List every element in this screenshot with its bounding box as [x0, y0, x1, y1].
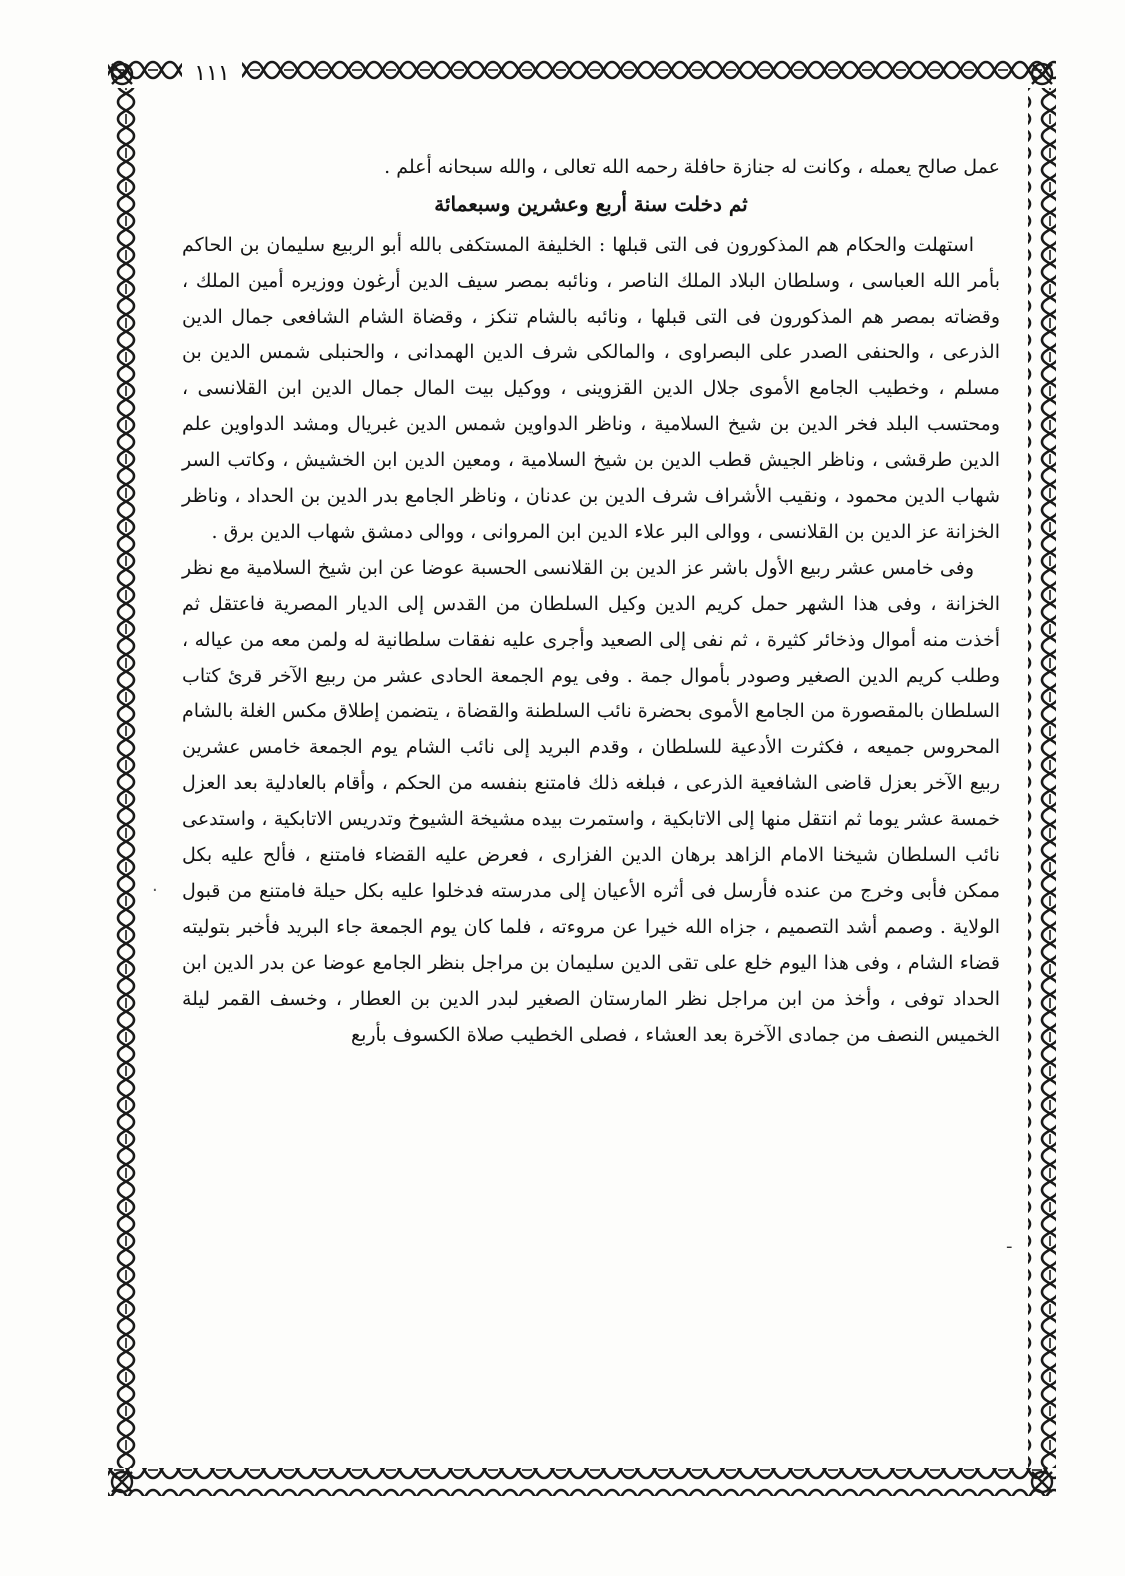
top-border-band [108, 60, 1056, 88]
bottom-border-band [108, 1468, 1056, 1496]
paragraph-officials: استهلت والحكام هم المذكورون فى التى قبلها : الخليفة المستكفى بالله أبو الربيع سليمان بن الحاكم بأمر الله العباسى ، وسلطان البلاد الملك الناصر ، ونائبه بمصر سيف الدين أرغون ووزيره أمين الملك ، وقضاته بمصر هم المذكورون فى التى قبلها ، ونائبه بالشام تنكز ، وقضاة الشام الشافعى جمال الدين الذرعى ، والحنفى الصدر على البصراوى ، والمالكى شرف الدين الهمدانى ، والحنبلى شمس الدين بن مسلم ، وخطيب الجامع الأموى جلال الدين القزوينى ، ووكيل بيت المال جمال الدين ابن القلانسى ، ومحتسب البلد فخر الدين بن شيخ السلامية ، وناظر الدواوين شمس الدين غبريال ومشد الدواوين علم الدين طرقشى ، وناظر الجيش قطب الدين بن شيخ السلامية ، ومعين الدين ابن الخشيش ، وكاتب السر شهاب الدين محمود ، ونقيب الأشراف شرف الدين بن عدنان ، وناظر الجامع بدر الدين بن الحداد ، وناظر الخزانة عز الدين بن القلانسى ، ووالى البر علاء الدين ابن المروانى ، ووالى دمشق شهاب الدين برق . [182, 233, 1000, 543]
main-text-block [182, 150, 1000, 1450]
left-border-band [108, 88, 136, 1468]
paragraph-events: وفى خامس عشر ربيع الأول باشر عز الدين بن القلانسى الحسبة عوضا عن ابن شيخ السلامية مع نظر الخزانة ، وفى هذا الشهر حمل كريم الدين وكيل السلطان من القدس إلى الديار المصرية فاعتقل ثم أخذت منه أموال وذخائر كثيرة ، ثم نفى إلى الصعيد وأجرى عليه نفقات سلطانية له ولمن معه من عياله ، وطلب كريم الدين الصغير وصودر بأموال جمة . وفى يوم الجمعة الحادى عشر من ربيع الآخر قرئ كتاب السلطان بالمقصورة من الجامع الأموى بحضرة نائب السلطنة والقضاة ، يتضمن إطلاق مكس الغلة بالشام المحروس جميعه ، فكثرت الأدعية للسلطان ، وقدم البريد إلى نائب الشام يوم الجمعة خامس عشرين ربيع الآخر بعزل قاضى الشافعية الذرعى ، فبلغه ذلك فامتنع بنفسه من الحكم ، وأقام بالعادلية بعد العزل خمسة عشر يوما ثم انتقل منها إلى الاتابكية ، واستمرت بيده مشيخة الشيوخ وتدريس الاتابكية ، واستدعى نائب السلطان شيخنا الامام الزاهد برهان الدين الفزارى ، فعرض عليه القضاء فامتنع ، فألح عليه بكل ممكن فأبى وخرج من عنده فأرسل فى أثره الأعيان إلى مدرسته فدخلوا عليه بكل حيلة فامتنع من قبول الولاية . وصمم أشد التصميم ، جزاه الله خيرا عن مروءته ، فلما كان يوم الجمعة جاء البريد فأخبر بتوليته قضاء الشام ، وفى هذا اليوم خلع على تقى الدين سليمان بن مراجل بنظر الجامع عوضا عن بدر الدين ابن الحداد توفى ، وأخذ من ابن مراجل نظر المارستان الصغير لبدر الدين بن العطار ، وخسف القمر ليلة الخميس النصف من جمادى الآخرة بعد العشاء ، فصلى الخطيب صلاة الكسوف بأربع [181, 556, 1000, 1046]
margin-mark: - [1006, 1236, 1013, 1257]
continuation-line: عمل صالح يعمله ، وكانت له جنازة حافلة رحمه الله تعالى ، والله سبحانه أعلم . [384, 156, 1000, 178]
margin-dot-mark: · [152, 880, 158, 901]
year-heading: ثم دخلت سنة أربع وعشرين وسبعمائة [434, 191, 748, 216]
page-number: ١١١ [182, 58, 242, 90]
right-border-band [1028, 88, 1056, 1468]
